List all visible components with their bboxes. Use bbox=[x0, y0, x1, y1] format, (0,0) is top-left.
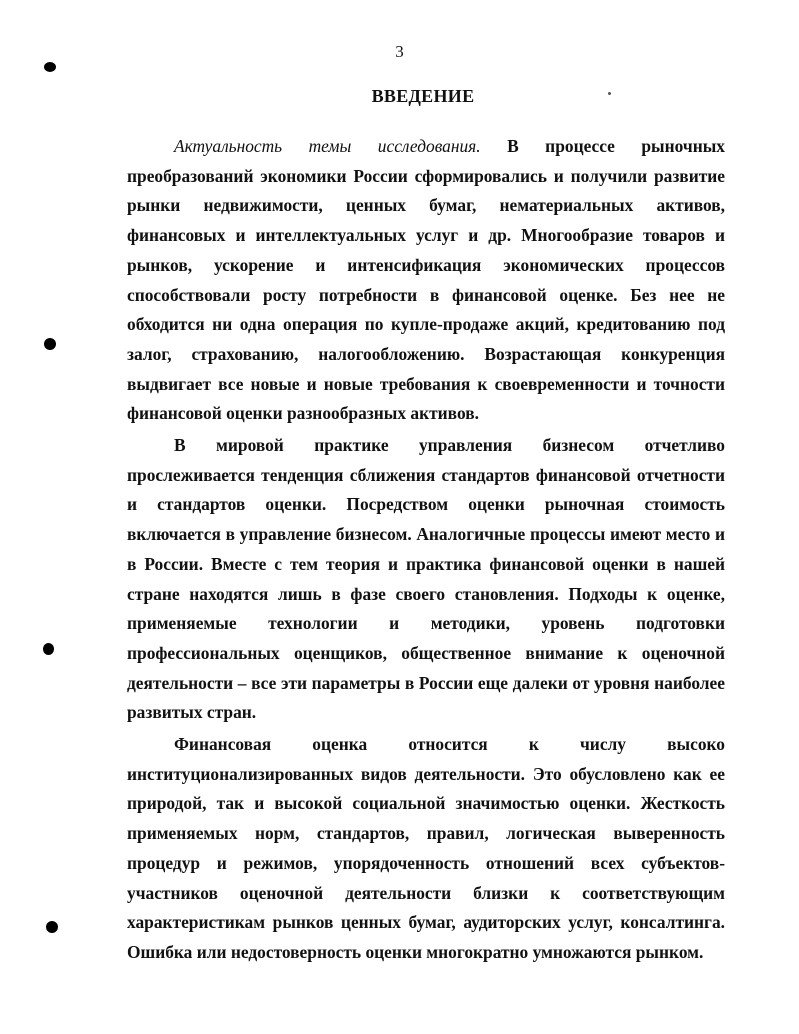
page-number: 3 bbox=[395, 42, 404, 61]
hole-punch-mark bbox=[43, 643, 54, 655]
hole-punch-mark bbox=[46, 921, 58, 933]
hole-punch-mark bbox=[44, 338, 56, 350]
paragraph-1 bbox=[127, 132, 725, 429]
dust-speck bbox=[608, 92, 611, 95]
paragraph-3: Финансовая оценка относится к числу высоко институционализированных видов деятельности. Это обусловлено как ее природой, так и высокой социальной значимостью оценки. Жесткость применяемых норм, стандартов, правил, логическая выверенность процедур и режимов, упорядоченность отношений всех субъектов-участников оценочной деятельности близки к соответствующим характеристикам рынков ценных бумаг, аудиторских услуг, консалтинга. Ошибка или недостоверность оценки многократно умножаются рынком. bbox=[127, 734, 725, 962]
paragraph-2: В мировой практике управления бизнесом отчетливо прослеживается тенденция сближения стандартов финансовой отчетности и стандартов оценки. Посредством оценки рыночная стоимость включается в управление бизнесом. Аналогичные процессы имеют место и в России. Вместе с тем теория и практика финансовой оценки в нашей стране находятся лишь в фазе своего становления. Подходы к оценке, применяемые технологии и методики, уровень подготовки профессиональных оценщиков, общественное внимание к оценочной деятельности – все эти параметры в России еще далеки от уровня наиболее развитых стран. bbox=[127, 435, 725, 723]
body-text bbox=[127, 132, 725, 968]
paragraph-1-lead: Актуальность темы исследования. bbox=[174, 136, 481, 156]
paragraph-1-text: В процессе рыночных преобразований экономики России сформировались и получили развитие рынки недвижимости, ценных бумаг, нематериальных активов, финансовых и интеллектуальных услуг и др. Многообразие товаров и рынков, ускорение и интенсификация экономических процессов способствовали росту потребности в финансовой оценке. Без нее не обходится ни одна операция по купле-продаже акций, кредитованию под залог, страхованию, налогообложению. Возрастающая конкуренция выдвигает все новые и новые требования к своевременности и точности финансовой оценки разнообразных активов. bbox=[127, 136, 725, 424]
hole-punch-mark bbox=[44, 62, 56, 72]
section-heading: ВВЕДЕНИЕ bbox=[371, 86, 475, 106]
